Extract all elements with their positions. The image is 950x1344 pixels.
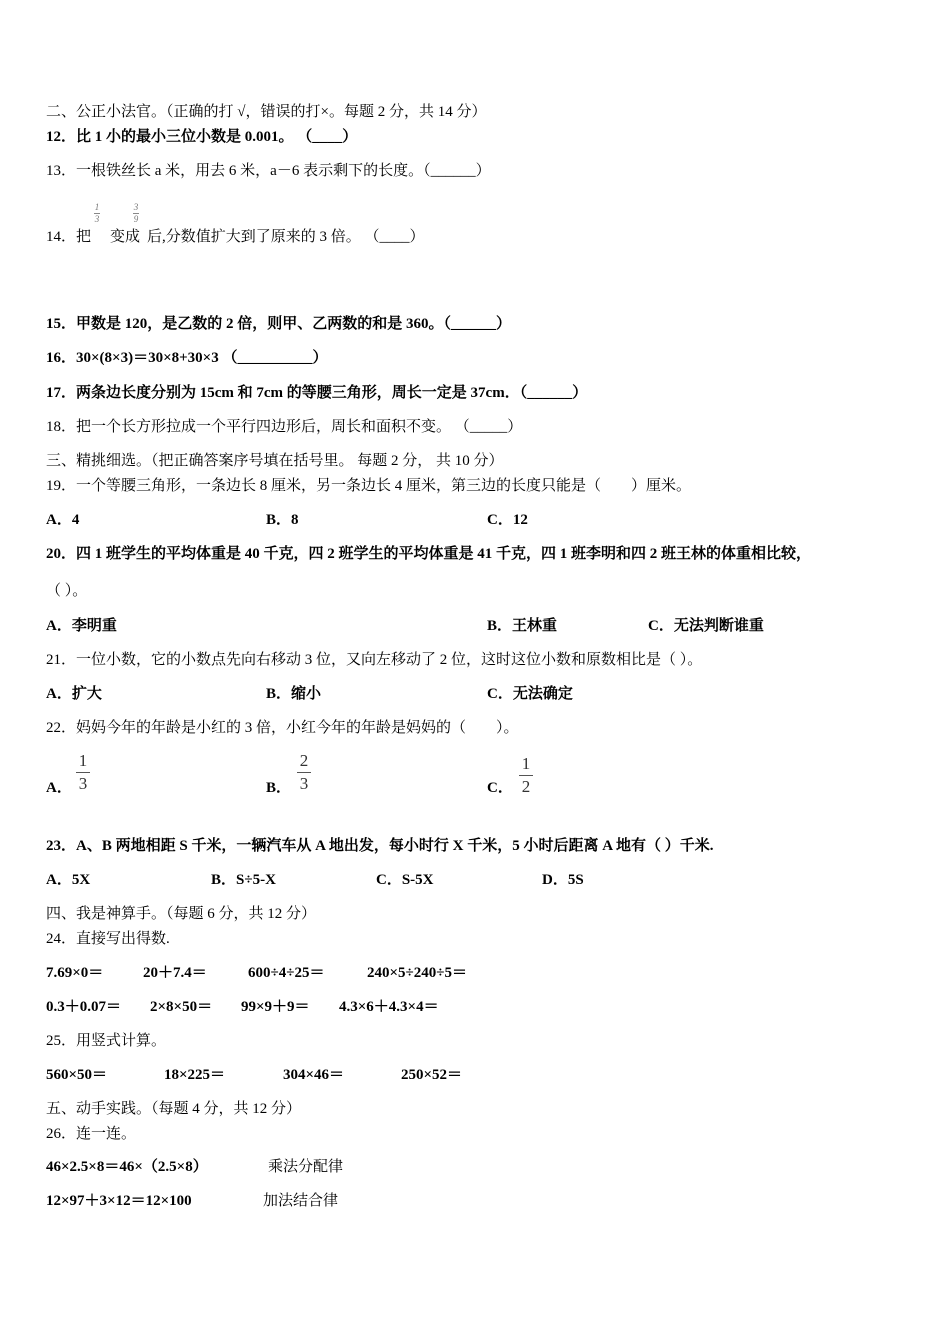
question-21-option-b: B．缩小 (266, 686, 322, 702)
question-22-option-b-label: B． (266, 780, 292, 796)
question-20-option-b: B．王林重 (487, 618, 558, 634)
question-13: 13．一根铁丝长 a 米，用去 6 米，a－6 表示剩下的长度。（______） (46, 163, 491, 179)
fraction-denominator: 9 (133, 214, 139, 224)
calc-item: 99×9＋9＝ (241, 999, 310, 1015)
question-14-fraction-1 (94, 203, 100, 224)
question-20-line-1: 20．四 1 班学生的平均体重是 40 千克，四 2 班学生的平均体重是 41 千克，四 1 班李明和四 2 班王林的体重相比较， (46, 546, 812, 562)
calc-item: 4.3×6＋4.3×4＝ (339, 999, 439, 1015)
calc-item: 7.69×0＝ (46, 965, 104, 981)
question-23-option-d: D．5S (542, 872, 584, 888)
fraction-numerator: 1 (78, 751, 88, 770)
fraction-numerator: 2 (299, 751, 309, 770)
section-3-heading: 三、精挑细选。（把正确答案序号填在括号里。 每题 2 分， 共 10 分） (46, 453, 504, 469)
question-20-option-c: C．无法判断谁重 (648, 618, 764, 634)
fraction-denominator: 3 (78, 774, 88, 793)
calc-item: 0.3＋0.07＝ (46, 999, 122, 1015)
vertical-calc-item: 560×50＝ (46, 1067, 108, 1083)
fraction-denominator: 2 (521, 777, 531, 796)
question-22-option-c-fraction (519, 755, 533, 796)
question-24: 24．直接写出得数. (46, 931, 170, 947)
question-19: 19．一个等腰三角形，一条边长 8 厘米，另一条边长 4 厘米，第三边的长度只能是（ ）厘米。 (46, 478, 692, 494)
question-14 (46, 227, 425, 247)
question-22: 22．妈妈今年的年龄是小红的 3 倍，小红今年的年龄是妈妈的（ ）。 (46, 720, 519, 736)
question-20-option-a: A．李明重 (46, 618, 117, 634)
vertical-calc-item: 250×52＝ (401, 1067, 463, 1083)
calc-item: 240×5÷240÷5＝ (367, 965, 468, 981)
match-right-item: 乘法分配律 (268, 1159, 344, 1175)
question-22-option-b-fraction (297, 752, 311, 793)
question-23-option-b: B．S÷5-X (211, 872, 276, 888)
question-23: 23．A、B 两地相距 S 千米，一辆汽车从 A 地出发，每小时行 X 千米，5 小时后距离 A 地有（ ）千米. (46, 838, 714, 854)
question-21: 21．一位小数，它的小数点先向右移动 3 位，又向左移动了 2 位，这时这位小数和原数相比是（ ）。 (46, 652, 703, 668)
question-21-option-c: C．无法确定 (487, 686, 573, 702)
question-12: 12．比 1 小的最小三位小数是 0.001。 （____） (46, 129, 358, 145)
fraction-numerator: 3 (133, 202, 139, 212)
calc-item: 2×8×50＝ (150, 999, 213, 1015)
question-22-option-c-label: C． (487, 780, 513, 796)
match-right-item: 加法结合律 (263, 1193, 339, 1209)
vertical-calc-item: 304×46＝ (283, 1067, 345, 1083)
question-17: 17．两条边长度分别为 15cm 和 7cm 的等腰三角形，周长一定是 37cm．（______） (46, 385, 588, 401)
section-5-heading: 五、动手实践。（每题 4 分，共 12 分） (46, 1101, 302, 1117)
fraction-denominator: 3 (299, 774, 309, 793)
question-22-option-a-label: A． (46, 780, 72, 796)
calc-item: 600÷4÷25＝ (248, 965, 325, 981)
fraction-denominator: 3 (94, 214, 100, 224)
match-left-item: 12×97＋3×12＝12×100 (46, 1193, 192, 1209)
question-22-option-a-fraction (76, 752, 90, 793)
question-14-pre: 14．把 (46, 229, 92, 245)
question-14-fraction-2 (133, 203, 139, 224)
section-4-heading: 四、我是神算手。（每题 6 分，共 12 分） (46, 906, 317, 922)
fraction-numerator: 1 (94, 202, 100, 212)
question-18: 18．把一个长方形拉成一个平行四边形后，周长和面积不变。 （_____） (46, 419, 523, 435)
question-16: 16．30×(8×3)＝30×8+30×3 （__________） (46, 350, 328, 366)
question-23-option-c: C．S-5X (376, 872, 434, 888)
fraction-numerator: 1 (521, 754, 531, 773)
question-21-option-a: A．扩大 (46, 686, 102, 702)
question-19-option-c: C．12 (487, 512, 528, 528)
section-2-heading: 二、公正小法官。（正确的打 √，错误的打×。每题 2 分，共 14 分） (46, 104, 487, 120)
question-15: 15．甲数是 120，是乙数的 2 倍，则甲、乙两数的和是 360。（______） (46, 316, 512, 332)
calc-item: 20＋7.4＝ (143, 965, 207, 981)
question-25: 25．用竖式计算。 (46, 1033, 167, 1049)
question-23-option-a: A．5X (46, 872, 91, 888)
question-14-post: 后,分数值扩大到了原来的 3 倍。 （____） (147, 229, 425, 245)
question-14-mid: 变成 (110, 229, 141, 245)
vertical-calc-item: 18×225＝ (164, 1067, 226, 1083)
question-20-line-2: （ ）。 (46, 583, 88, 599)
question-19-option-a: A．4 (46, 512, 80, 528)
question-26: 26．连一连。 (46, 1126, 137, 1142)
question-19-option-b: B．8 (266, 512, 299, 528)
match-left-item: 46×2.5×8＝46×（2.5×8） (46, 1159, 208, 1175)
